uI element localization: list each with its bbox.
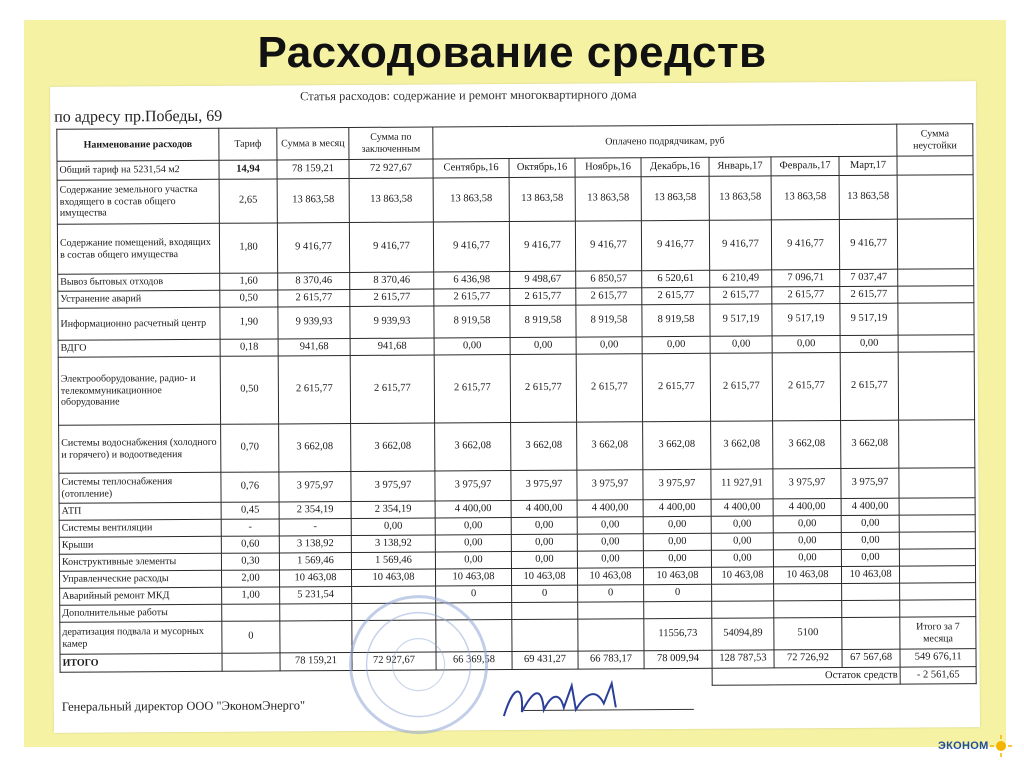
month-header: Март,17 — [839, 156, 897, 175]
extra-value — [842, 617, 900, 649]
paid-cell: 9 498,67 — [510, 271, 576, 288]
paid-cell: 0,00 — [711, 550, 773, 567]
paid-cell: 3 975,97 — [643, 469, 711, 499]
penalty-cell — [899, 498, 975, 515]
expense-name: Системы вентиляции — [59, 519, 221, 537]
total-contract: 72 927,67 — [352, 652, 436, 671]
paid-cell: 0,00 — [434, 338, 510, 355]
paid-cell: 13 863,58 — [839, 175, 897, 219]
penalty-cell — [899, 532, 975, 549]
expense-name: Электрооборудование, радио- и телекоммуникационное оборудование — [58, 356, 220, 425]
paid-cell: 0,00 — [772, 336, 840, 353]
penalty-cell — [898, 269, 974, 286]
paid-cell: 6 436,98 — [434, 272, 510, 289]
header-penalty: Сумма неустойки — [897, 124, 973, 156]
monthly-cell: 10 463,08 — [279, 570, 351, 587]
handwritten-signature — [494, 673, 634, 724]
paid-cell: 0 — [512, 585, 578, 602]
paid-cell: 8 919,58 — [576, 305, 642, 337]
penalty-cell — [897, 219, 973, 269]
sun-icon — [990, 735, 1012, 757]
penalty-cell — [899, 549, 975, 566]
paid-cell: 11 927,91 — [711, 469, 773, 499]
month-header: Сентябрь,16 — [433, 159, 509, 178]
paid-cell: 3 975,97 — [841, 468, 899, 498]
paid-cell: 10 463,08 — [841, 566, 899, 583]
document-subtitle: Статья расходов: содержание и ремонт многоквартирного дома — [300, 87, 637, 104]
paid-cell: 0,00 — [577, 534, 643, 551]
total-value: 66 783,17 — [578, 651, 644, 669]
expense-name: Вывоз бытовых отходов — [58, 273, 220, 291]
expense-name: Крыши — [59, 536, 221, 554]
paid-cell: 2 615,77 — [576, 354, 642, 422]
paid-cell: 0,00 — [435, 535, 511, 552]
paid-cell: 3 662,08 — [773, 421, 841, 469]
paid-cell: 0,00 — [643, 516, 711, 533]
header-monthly: Сумма в месяц — [277, 128, 349, 160]
monthly-cell: 8 370,46 — [278, 273, 350, 290]
contract-cell: 13 863,58 — [349, 178, 433, 223]
paid-cell: 2 615,77 — [642, 353, 710, 421]
paid-cell: 10 463,08 — [711, 567, 773, 584]
expense-name: Информационно расчетный центр — [58, 307, 220, 340]
paid-cell: 9 517,19 — [710, 304, 772, 336]
header-tariff: Тариф — [219, 128, 277, 160]
penalty-cell — [899, 420, 975, 468]
paid-cell: 4 400,00 — [511, 500, 577, 517]
monthly-cell: 3 662,08 — [279, 424, 351, 472]
paid-cell: 6 520,61 — [642, 270, 710, 287]
monthly-cell: 9 416,77 — [277, 223, 349, 273]
paid-cell: 3 975,97 — [773, 469, 841, 499]
paid-cell: 0,00 — [841, 532, 899, 549]
contract-cell: 941,68 — [350, 338, 434, 356]
expense-name: Аварийный ремонт МКД — [60, 587, 222, 605]
total-tariff-monthly: 78 159,21 — [277, 160, 349, 179]
penalty-note: Итого за 7 месяца — [900, 617, 976, 649]
paid-cell: 2 615,77 — [772, 287, 840, 304]
paid-cell: 8 919,58 — [434, 306, 510, 338]
expense-name: Содержание земельного участка входящего в состав общего имущества — [57, 179, 219, 224]
month-header: Февраль,17 — [771, 157, 839, 176]
paid-cell — [774, 584, 842, 601]
monthly-cell: 1 569,46 — [279, 553, 351, 570]
tariff-cell: 0,70 — [221, 424, 279, 472]
paid-cell: 3 975,97 — [511, 470, 577, 500]
month-header: Декабрь,16 — [641, 157, 709, 176]
paid-cell: 8 919,58 — [510, 305, 576, 337]
paid-cell: 0,00 — [577, 551, 643, 568]
paid-cell: 13 863,58 — [709, 176, 771, 220]
month-header: Октябрь,16 — [509, 158, 575, 177]
penalty-cell — [897, 175, 973, 219]
paid-cell: 13 863,58 — [575, 177, 641, 221]
paid-cell: 3 662,08 — [511, 422, 577, 470]
contract-cell: 2 615,77 — [350, 355, 434, 424]
tariff-cell: 0,60 — [221, 536, 279, 553]
paid-cell: 3 662,08 — [435, 423, 511, 471]
paid-cell: 13 863,58 — [433, 178, 509, 222]
paid-cell: 0 — [436, 586, 512, 603]
total-tariff-value: 14,94 — [219, 160, 277, 179]
total-label: ИТОГО — [60, 653, 222, 672]
total-monthly: 78 159,21 — [280, 653, 352, 671]
paid-cell: 0,00 — [510, 337, 576, 354]
paid-cell: 9 416,77 — [641, 220, 709, 270]
tariff-cell: 0,45 — [221, 502, 279, 519]
paid-cell: 2 615,77 — [434, 355, 510, 423]
penalty-cell — [899, 468, 975, 498]
slide-title: Расходование средств — [257, 28, 767, 77]
tariff-cell: 1,60 — [220, 273, 278, 290]
extra-title: Дополнительные работы — [60, 604, 222, 622]
total-tariff-label: Общий тариф на 5231,54 м2 — [57, 160, 219, 180]
monthly-cell: 2 354,19 — [279, 502, 351, 519]
extra-value — [512, 619, 578, 651]
paid-cell: 0,00 — [435, 518, 511, 535]
paid-cell: 4 400,00 — [841, 498, 899, 515]
monthly-cell: 941,68 — [278, 339, 350, 356]
extra-name: дератизация подвала и мусорных камер — [60, 621, 222, 654]
tariff-cell: 1,80 — [219, 223, 277, 273]
contract-cell: 9 939,93 — [350, 306, 434, 339]
paid-cell: 6 210,49 — [710, 270, 772, 287]
contract-cell: 9 416,77 — [349, 222, 433, 273]
paid-cell: 10 463,08 — [577, 568, 643, 585]
expense-name: Системы теплоснабжения (отопление) — [59, 472, 221, 503]
paid-cell: 3 975,97 — [577, 470, 643, 500]
paid-cell: 0,00 — [642, 336, 710, 353]
monthly-cell: 2 615,77 — [278, 356, 350, 424]
paid-cell: 2 615,77 — [710, 287, 772, 304]
paid-cell: 0,00 — [643, 533, 711, 550]
paid-cell: 0,00 — [841, 549, 899, 566]
paid-cell: 2 615,77 — [840, 286, 898, 303]
contract-cell: 0,00 — [351, 518, 435, 536]
tariff-cell: 0,50 — [220, 290, 278, 307]
total-value: 72 726,92 — [774, 650, 842, 668]
tariff-cell: 2,65 — [219, 179, 277, 223]
paid-cell: 2 615,77 — [510, 288, 576, 305]
paid-cell: 0,00 — [511, 534, 577, 551]
penalty-cell — [900, 566, 976, 583]
paid-cell: 10 463,08 — [643, 567, 711, 584]
paid-cell: 0,00 — [773, 516, 841, 533]
expense-name: АТП — [59, 502, 221, 520]
paid-cell: 2 615,77 — [434, 289, 510, 306]
paid-cell: 2 615,77 — [576, 288, 642, 305]
total-value: 78 009,94 — [644, 650, 712, 668]
tariff-cell: 1,00 — [222, 587, 280, 604]
expense-report-table — [56, 123, 977, 690]
header-name: Наименование расходов — [57, 128, 219, 161]
paid-cell: 6 850,57 — [576, 271, 642, 288]
paid-cell: 8 919,58 — [642, 304, 710, 336]
paid-cell: 4 400,00 — [643, 499, 711, 516]
extra-value: 54094,89 — [712, 618, 774, 650]
table-row — [59, 420, 975, 474]
monthly-cell: 5 231,54 — [280, 587, 352, 604]
paid-cell: 2 615,77 — [772, 353, 840, 421]
monthly-cell: 9 939,93 — [278, 307, 350, 339]
paid-cell: 0,00 — [710, 336, 772, 353]
paid-cell: 4 400,00 — [435, 501, 511, 518]
expense-name: Устранение аварий — [58, 290, 220, 308]
paid-cell: 13 863,58 — [509, 177, 575, 221]
contract-cell: 8 370,46 — [350, 272, 434, 290]
expense-name: Управленческие расходы — [59, 570, 221, 588]
balance-value: - 2 561,65 — [900, 667, 976, 684]
tariff-cell: - — [221, 519, 279, 536]
paid-cell: 0,00 — [711, 533, 773, 550]
monthly-cell: 13 863,58 — [277, 179, 349, 223]
tariff-cell: 0,30 — [221, 553, 279, 570]
extra-value — [578, 619, 644, 651]
tariff-cell: 0,18 — [220, 339, 278, 356]
paid-cell: 13 863,58 — [771, 176, 839, 220]
penalty-cell — [898, 335, 974, 352]
total-value: 69 431,27 — [512, 651, 578, 669]
paid-cell: 9 517,19 — [840, 303, 898, 335]
paid-cell: 3 662,08 — [711, 421, 773, 469]
total-sum: 549 676,11 — [900, 649, 976, 667]
month-header: Январь,17 — [709, 157, 771, 176]
paid-cell: 4 400,00 — [711, 499, 773, 516]
paid-cell: 0,00 — [511, 517, 577, 534]
header-contract: Сумма по заключенным — [349, 127, 433, 160]
expense-name: Конструктивные элементы — [59, 553, 221, 571]
contract-cell: 1 569,46 — [351, 552, 435, 570]
expense-name: Содержание помещений, входящих в состав общего имущества — [57, 223, 219, 274]
paid-cell: 0,00 — [435, 552, 511, 569]
document-address: по адресу пр.Победы, 69 — [54, 107, 223, 126]
tariff-cell: 0,76 — [221, 472, 279, 502]
paid-cell: 9 416,77 — [771, 220, 839, 270]
table-row — [58, 352, 974, 426]
paid-cell: 0,00 — [577, 517, 643, 534]
paid-cell: 10 463,08 — [773, 567, 841, 584]
paid-cell: 4 400,00 — [773, 499, 841, 516]
paid-cell: 0,00 — [841, 515, 899, 532]
expense-name: ВДГО — [58, 339, 220, 357]
table-row — [57, 219, 973, 275]
balance-label: Остаток средств — [712, 667, 900, 685]
total-tariff-contract: 72 927,67 — [349, 159, 433, 179]
paid-cell: 0,00 — [773, 550, 841, 567]
paid-cell: 0,00 — [773, 533, 841, 550]
penalty-cell — [898, 286, 974, 303]
extra-value: 11556,73 — [644, 618, 712, 650]
contract-cell: 3 975,97 — [351, 471, 435, 502]
contract-cell: 2 615,77 — [350, 289, 434, 307]
monthly-cell: 2 615,77 — [278, 290, 350, 307]
penalty-cell — [900, 583, 976, 600]
paid-cell: 10 463,08 — [511, 568, 577, 585]
paid-cell: 9 416,77 — [709, 220, 771, 270]
paid-cell: 2 615,77 — [642, 287, 710, 304]
paid-cell: 9 416,77 — [839, 219, 897, 269]
tariff-cell: 1,90 — [220, 307, 278, 339]
paid-cell: 9 517,19 — [772, 304, 840, 336]
paid-cell: 4 400,00 — [577, 500, 643, 517]
contract-cell: 10 463,08 — [351, 569, 435, 587]
extra-tariff: 0 — [222, 621, 280, 653]
contract-cell: 2 354,19 — [351, 501, 435, 519]
paid-cell: 9 416,77 — [509, 221, 575, 271]
total-value: 67 567,68 — [842, 649, 900, 667]
table-row — [57, 175, 973, 225]
paid-cell: 0,00 — [711, 516, 773, 533]
total-value: 128 787,53 — [712, 650, 774, 668]
paid-cell: 0 — [578, 585, 644, 602]
paid-cell: 9 416,77 — [433, 222, 509, 272]
paid-cell: 0 — [644, 584, 712, 601]
expense-name: Системы водоснабжения (холодного и горячего) и водоотведения — [59, 424, 221, 473]
paid-cell: 2 615,77 — [710, 353, 772, 421]
extra-value: 5100 — [774, 618, 842, 650]
paid-cell: 3 975,97 — [435, 471, 511, 501]
director-signature-line: Генеральный директор ООО "ЭкономЭнерго" — [61, 698, 306, 714]
econom-logo: ЭКОНОМ — [938, 740, 989, 752]
scanned-document — [50, 81, 980, 733]
month-header: Ноябрь,16 — [575, 158, 641, 177]
paid-cell — [712, 584, 774, 601]
paid-cell — [842, 583, 900, 600]
paid-cell: 2 615,77 — [840, 352, 899, 420]
paid-cell: 0,00 — [576, 337, 642, 354]
penalty-cell — [898, 352, 974, 420]
header-paid: Оплачено подрядчикам, руб — [433, 124, 897, 159]
paid-cell: 0,00 — [840, 335, 898, 352]
contract-cell: 3 662,08 — [351, 423, 435, 472]
paid-cell: 13 863,58 — [641, 176, 709, 220]
paid-cell: 9 416,77 — [575, 221, 641, 271]
tariff-cell: 0,50 — [220, 356, 278, 424]
contract-cell: 3 138,92 — [351, 535, 435, 553]
company-stamp — [343, 589, 494, 740]
monthly-cell: 3 138,92 — [279, 536, 351, 553]
paid-cell: 3 662,08 — [841, 420, 899, 468]
monthly-cell: - — [279, 519, 351, 536]
paid-cell: 7 096,71 — [772, 270, 840, 287]
paid-cell: 0,00 — [643, 550, 711, 567]
monthly-cell: 3 975,97 — [279, 472, 351, 502]
penalty-cell — [897, 156, 973, 175]
paid-cell: 10 463,08 — [435, 569, 511, 586]
paid-cell: 2 615,77 — [510, 354, 576, 422]
penalty-cell — [899, 515, 975, 532]
paid-cell: 3 662,08 — [643, 421, 711, 469]
penalty-cell — [898, 303, 974, 335]
paid-cell: 3 662,08 — [577, 422, 643, 470]
total-value: 66 369,58 — [436, 652, 512, 670]
paid-cell: 0,00 — [511, 551, 577, 568]
tariff-cell: 2,00 — [221, 570, 279, 587]
paid-cell: 7 037,47 — [840, 269, 898, 286]
